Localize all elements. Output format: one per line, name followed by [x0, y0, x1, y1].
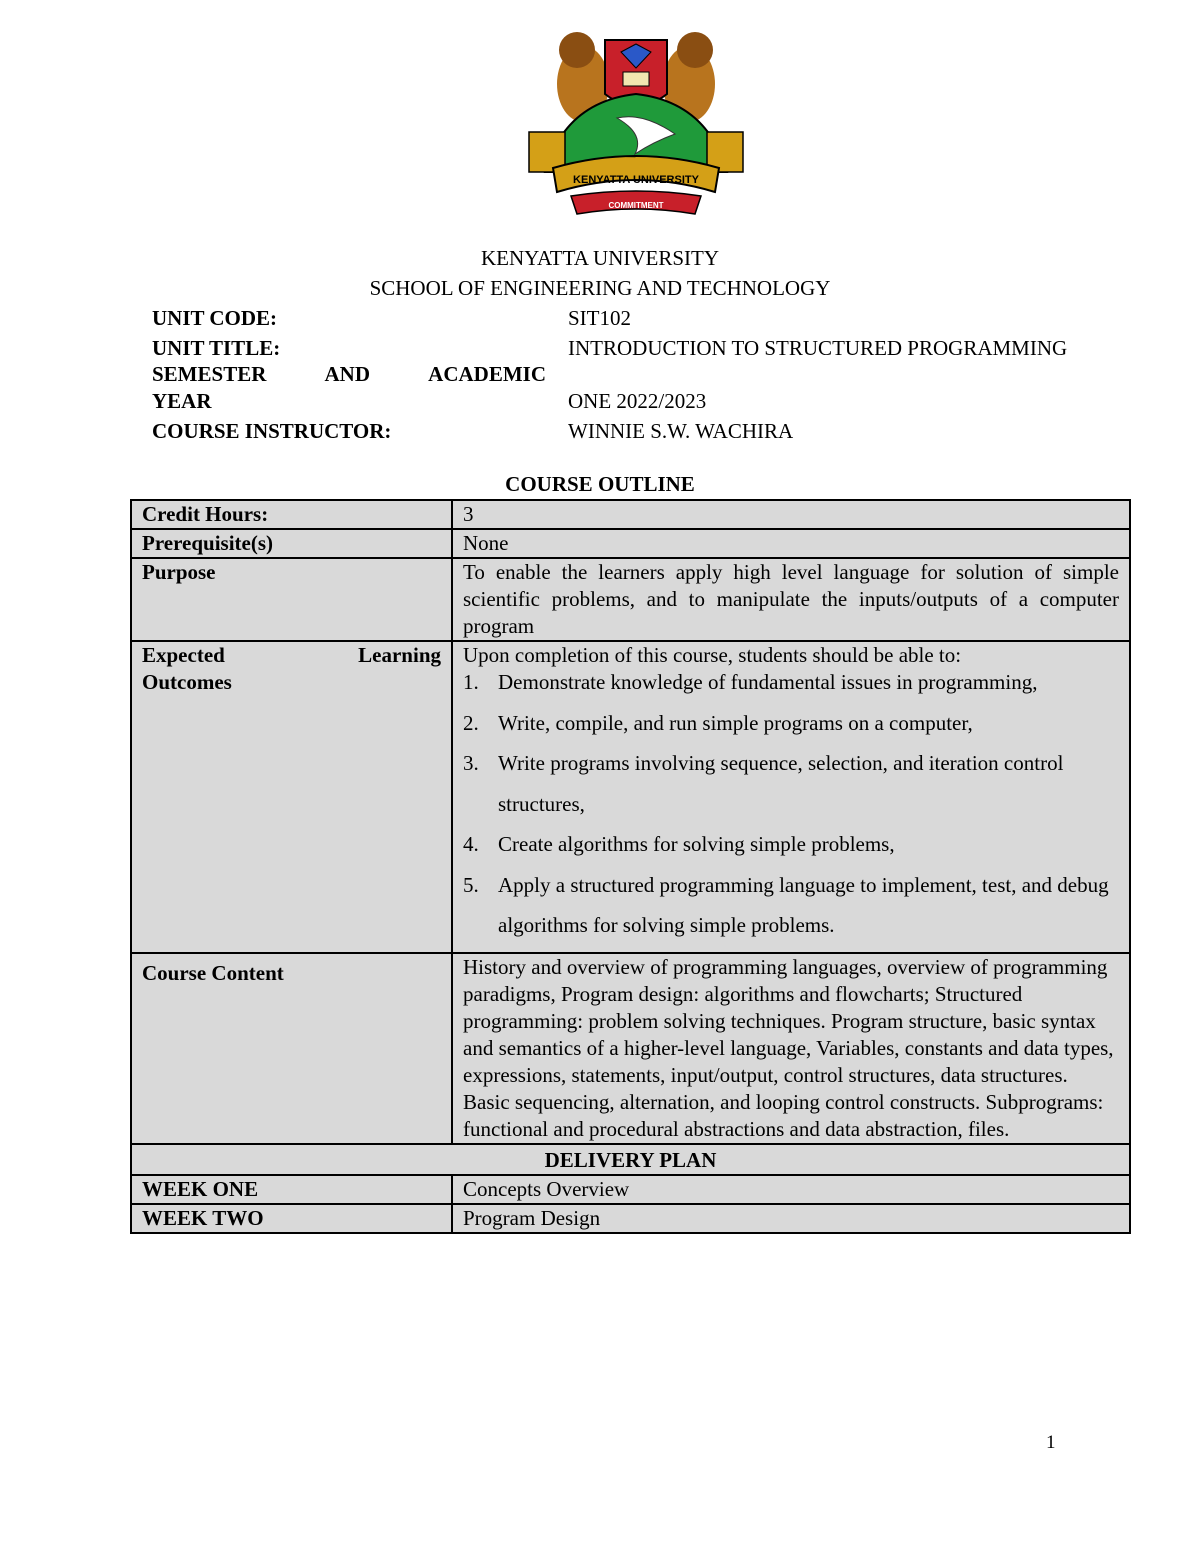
- credit-hours-value: 3: [452, 500, 1130, 529]
- table-row: [131, 529, 1130, 558]
- list-item: 3. Write programs involving sequence, selection, and iteration control structures,: [463, 751, 1064, 816]
- prerequisites-label: Prerequisite(s): [131, 529, 452, 558]
- week-topic: Program Design: [452, 1204, 1130, 1233]
- unit-title-value: INTRODUCTION TO STRUCTURED PROGRAMMING: [568, 336, 1068, 360]
- outcomes-list: [463, 662, 1119, 952]
- week-label: WEEK TWO: [131, 1204, 452, 1233]
- page-number: 1: [1046, 1432, 1056, 1453]
- course-content-value: History and overview of programming languages, overview of programming paradigms, Program design: algorithms and flowcharts; Structured programming: problem solving techniques. Program structure, basic syntax and semantics of a higher-level language, Variables, constants and data types, expressions, statements, input/output, control structures, data structures. Basic sequencing, alternation, and looping control constructs. Subprograms: functional and procedural abstractions and data abstraction, files.: [452, 953, 1130, 1144]
- table-row: [131, 1204, 1130, 1233]
- semester-label-year: YEAR: [152, 389, 212, 413]
- semester-label-word: SEMESTER: [152, 362, 267, 386]
- semester-label-word: ACADEMIC: [428, 362, 546, 386]
- instructor-label: COURSE INSTRUCTOR:: [152, 419, 392, 443]
- unit-code-value: SIT102: [568, 306, 631, 330]
- outcomes-label-word: Expected: [142, 643, 225, 667]
- credit-hours-label: Credit Hours:: [131, 500, 452, 529]
- table-row: [131, 953, 1130, 1144]
- outcomes-intro: Upon completion of this course, students should be able to:: [463, 643, 962, 667]
- outcomes-cell: [452, 641, 1130, 953]
- semester-label-word: AND: [324, 362, 371, 386]
- crest-motto-text: COMMITMENT: [608, 201, 664, 210]
- table-row: [131, 1144, 1130, 1175]
- list-item: 1. Demonstrate knowledge of fundamental issues in programming,: [463, 670, 1038, 694]
- purpose-label: Purpose: [131, 558, 452, 641]
- list-item: 4. Create algorithms for solving simple problems,: [463, 832, 895, 856]
- university-crest-logo: [525, 22, 747, 222]
- course-outline-title: COURSE OUTLINE: [505, 472, 695, 496]
- table-row: [131, 1175, 1130, 1204]
- course-outline-table: [130, 499, 1131, 1234]
- semester-label: [152, 362, 546, 387]
- semester-value: ONE 2022/2023: [568, 389, 707, 413]
- unit-title-label: UNIT TITLE:: [152, 336, 281, 360]
- school-name: SCHOOL OF ENGINEERING AND TECHNOLOGY: [369, 276, 831, 300]
- instructor-value: WINNIE S.W. WACHIRA: [568, 419, 794, 443]
- purpose-value: To enable the learners apply high level language for solution of simple scientific problems, and to manipulate the inputs/outputs of a computer program: [452, 558, 1130, 641]
- outcomes-label: [131, 641, 452, 953]
- crest-banner-text: KENYATTA UNIVERSITY: [573, 174, 699, 186]
- table-row: [131, 641, 1130, 953]
- list-item: 5. Apply a structured programming language to implement, test, and debug algorithms for solving simple problems.: [463, 872, 1109, 937]
- outcomes-label-word: Outcomes: [142, 670, 232, 694]
- list-item: 2. Write, compile, and run simple programs on a computer,: [463, 710, 973, 735]
- university-name: KENYATTA UNIVERSITY: [480, 246, 720, 270]
- outcomes-label-word: Learning: [358, 643, 441, 667]
- course-content-label: Course Content: [131, 953, 452, 1144]
- prerequisites-value: None: [452, 529, 1130, 558]
- week-label: WEEK ONE: [131, 1175, 452, 1204]
- unit-code-label: UNIT CODE:: [152, 306, 278, 330]
- table-row: [131, 558, 1130, 641]
- week-topic: Concepts Overview: [452, 1175, 1130, 1204]
- delivery-plan-title: DELIVERY PLAN: [131, 1144, 1130, 1175]
- table-row: [131, 500, 1130, 529]
